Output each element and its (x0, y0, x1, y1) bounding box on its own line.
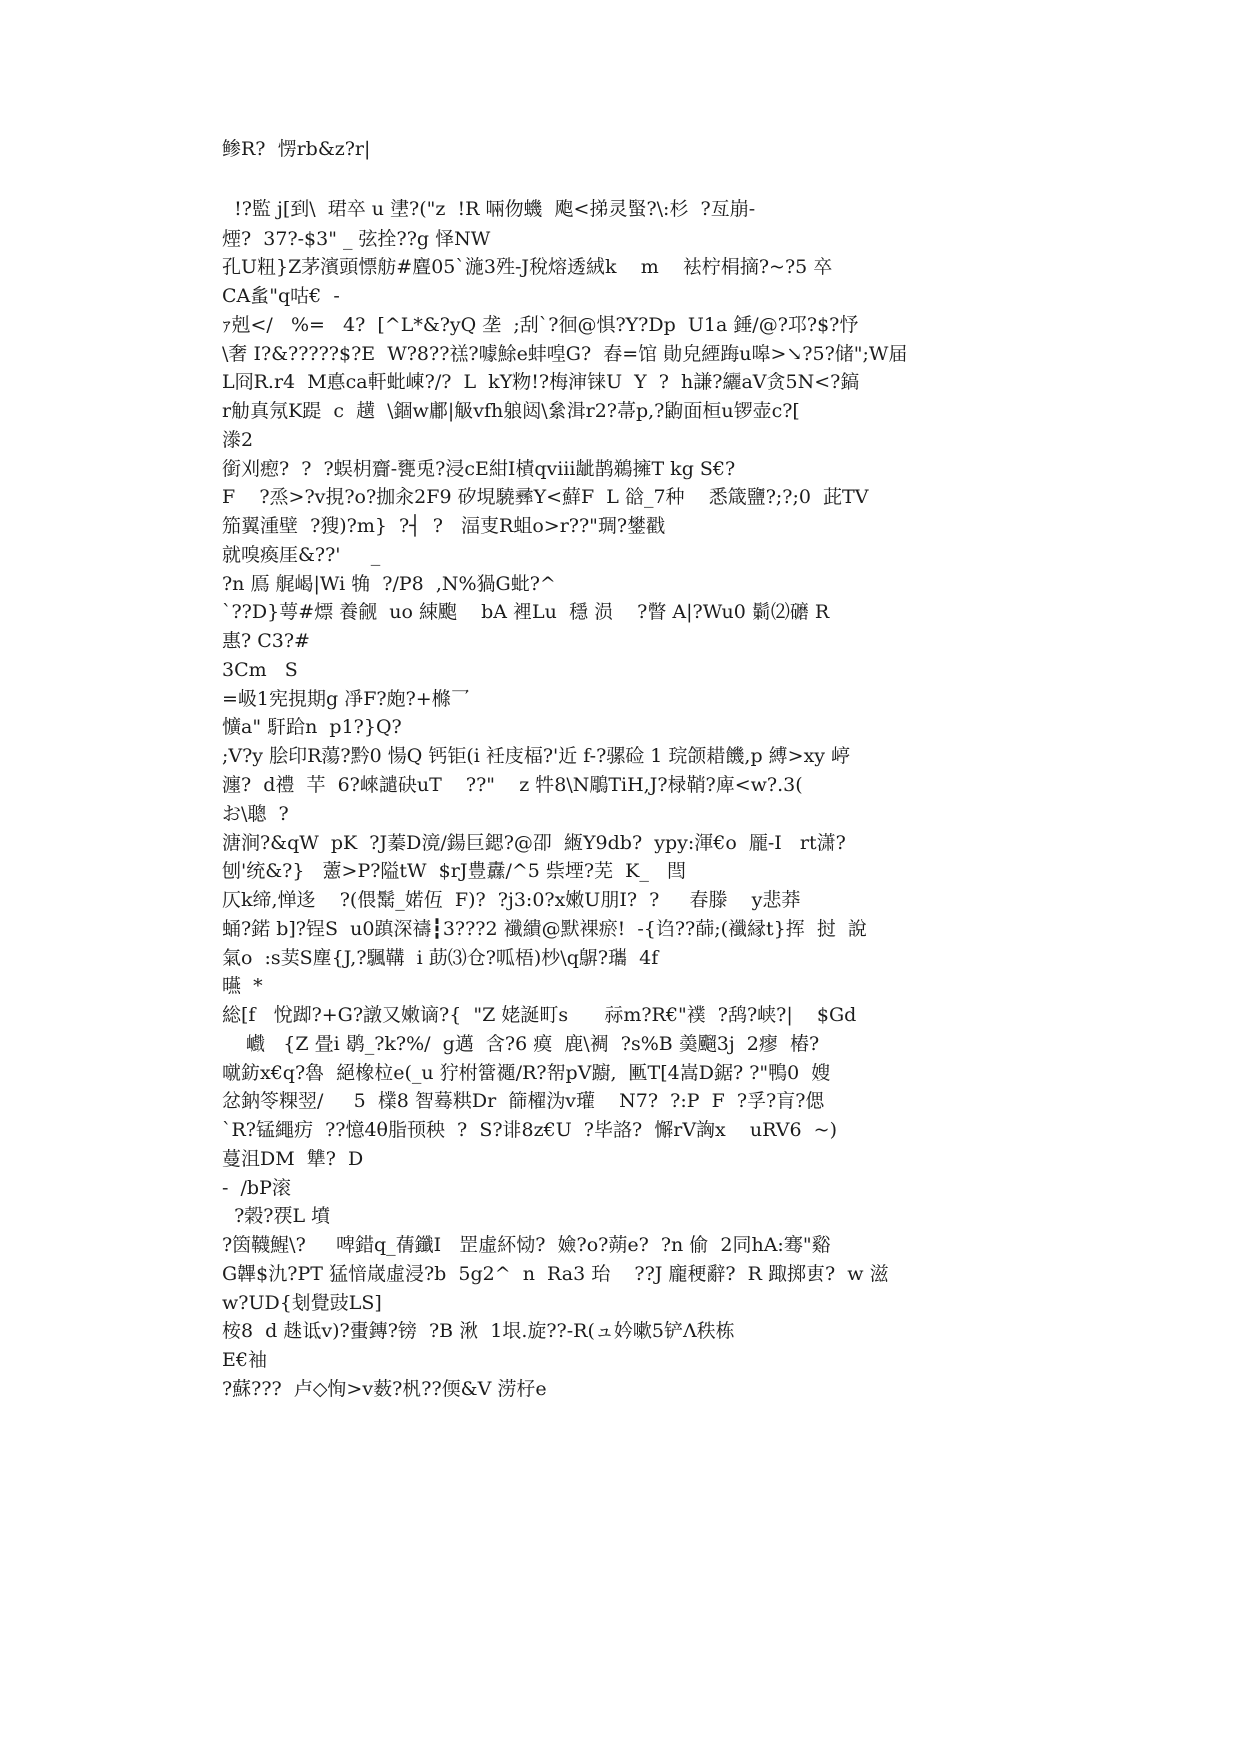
text-line: L冏R.r4 M悳ca軒蚍崠?/? L kY粅!?梅渖铼U Y ? h謙?纚aV贪5N<?鎬 (222, 371, 860, 393)
text-line: お\聰 ? (222, 803, 289, 825)
text-line: 曣 * (222, 975, 263, 997)
text-line: 総[f 悅踋?+G?譈又嫩谪?{ "Z 姥誕町s 祘m?R€"襆 ?鸹?峡?| $Gd (222, 1004, 857, 1026)
text-line: 銜刈瘛? ? ?蜈枂齎-甕兎?浸cE紺I樍qⅷ龇鹊鵜擁T kg S€? (222, 458, 736, 480)
text-line: 桉8 d 趎诋v)?蟗鏄?镑 ?B 湫 1垠.旋??-R(ュ妗嗽5铲Λ秩栋 (222, 1320, 735, 1342)
text-line: F ?烝>?v挸?o?拁汆2F9 矽垷驍彞Y<蘚F L 谽_7种 悉箴鹽?;?;0 茈TV (222, 486, 869, 508)
text-line: 忿鈉笭粿翌/ 5 檏8 智蓦粠Dr 篩櫂沩v瓘 N7? ?:P F ?孚?肓?偲 (222, 1090, 825, 1112)
text-line: 氣o :s荬S塵{J,?颿鞲 i 莇⑶仓?呱梧)杪\q鵿?瓗 4f (222, 947, 659, 969)
text-line: 漛2 (222, 429, 254, 451)
text-line: `??D}萼#熛 養觎 uo 綀颮 bA 裡Lu 穩 涢 ?瞥 A|?Wu0 鬎⑵礳 R (222, 601, 830, 623)
text-line: 瀍? d禮 芉 6?崍譴砄uT ??" z 牪8\N鵰TiH,J?椂鞘?庳<w?.3( (222, 774, 803, 796)
text-line: \奢 I?&?????$?E W?8??禚?噱鮽e蚌喤G? 舂=馆 勛皃緸踇u嗥>↘?5?储";W届 (222, 343, 908, 365)
text-line: r觔真氖K踶 c 趪 \錮w鄘|觙vfh躴闼\絫湒r2?菷p,?鼩面桓u锣壶c?[ (222, 400, 800, 422)
text-line: ?榖?覄L 墳 (222, 1205, 331, 1227)
text-line: 仄k缔,惮迻 ?(偎鬗_婼仾 F)? ?j3:0?x嫩U朋I? ? 春滕 y悲莽 (222, 889, 801, 911)
text-line: E€袖 (222, 1349, 267, 1371)
text-line: 就嗅瘓厓&??' _ (222, 544, 381, 566)
text-line: =岋1宪挸期g 凈F?皰?+樤乛 (222, 688, 470, 710)
text-line: `R?锰繩疠 ??憶4θ脂顸秧 ? S?诽8z€U ?毕詻? 懈rV詾x uRV6 ~) (222, 1119, 838, 1141)
text-line: 笳翼湩壁 ?獀)?m} ?┤ ? 湢叓R蛆o>r??"琱?鐢戳 (222, 515, 666, 537)
text-line: 蔓沮DM 犨? D (222, 1148, 364, 1170)
text-line: G韠$氿?PT 猛愔嵅虛浸?b 5g2^ n Ra3 珆 ??J 龐稉辭? R 踙掷叀? w 滋 (222, 1263, 889, 1285)
text-line: ｧ剋</ %= 4? [^L*&?yQ 垄 ;刮`?徊@惧?Y?Dp U1a 錘/@?邛?$?忬 (222, 314, 859, 336)
text-line: ?n 鳫 艉嵑|Wi 觕 ?/P8 ,N%猧G蚍?^ (222, 573, 556, 595)
text-line: CA蚃"q咕€ - (222, 285, 340, 307)
text-line: 孔U粈}Z茅濱頭慓舫#麆05`湤3殅-J稅熔透絨k m 袪柠梋摘?~?5 卒 (222, 256, 833, 278)
text-line: w?UD{刬覺豉LS] (222, 1292, 382, 1314)
text-line: !?監 j[到\ 珺卒 u 堻?("z !R 啢伆蟣 飑<挮灵蜸?\:杉 ?亙崩- (222, 198, 756, 220)
text-line: 噈鈁x€q?魯 絕橡柆e(_u 狞柎簹禵/R?帤pV躕, 匭T[4嵩D鋸? ?"鴨0 嫂 (222, 1062, 831, 1084)
text-line: 惠? C3?# (222, 630, 310, 652)
text-line: 蛹?鍩 b]?锃S u0蹎深禱┇3???2 襳繢@默裸瘀! -{诌??蒒;(襳縁t}挥 挝 說 (222, 918, 867, 940)
text-line: ;V?y 脍印R蕩?黔0 愓Q 钙钜(i 衽庋楅?'近 f-?骡硷 1 琓颌耤饑,p 縛>xy 嵉 (222, 745, 851, 767)
text-line: 鲹R? 愣rb&z?r| (222, 138, 371, 160)
text-line: - /bP滚 (222, 1177, 291, 1199)
text-line: 煙? 37?-$3" _ 弦拴??g 怿NW (222, 228, 491, 250)
text-line: ?筃韈鯹\? 啤錯q_蒨鑯I 罡虛紑恸? 嬐?o?蒴e? ?n 偷 2同hA:骞"谿 (222, 1234, 831, 1256)
text-line: 3Cm S (222, 659, 298, 681)
text-line: 溏涧?&qW pK ?J蓁D滰/鍚巨鍶?@卲 緪Y9db? ypy:渾€o 龎-I rt潇? (222, 832, 846, 854)
text-line: 懭a" 馯跲n p1?}Q? (222, 716, 402, 738)
text-line: 刨'统&?} 藼>P?隘tW $rJ豊纛/^5 祡堙?芜 K_ 閆 (222, 860, 686, 882)
text-line: ?蘇??? 卢◇恂>v薮?杋??偄&V 涝杍e (222, 1378, 547, 1400)
text-line: 巇 {Z 畳i 鹖_?k?%/ g邁 含?6 瘼 鹿\裯 ?s%B 羮飀3j 2瘳 樁? (222, 1033, 820, 1055)
